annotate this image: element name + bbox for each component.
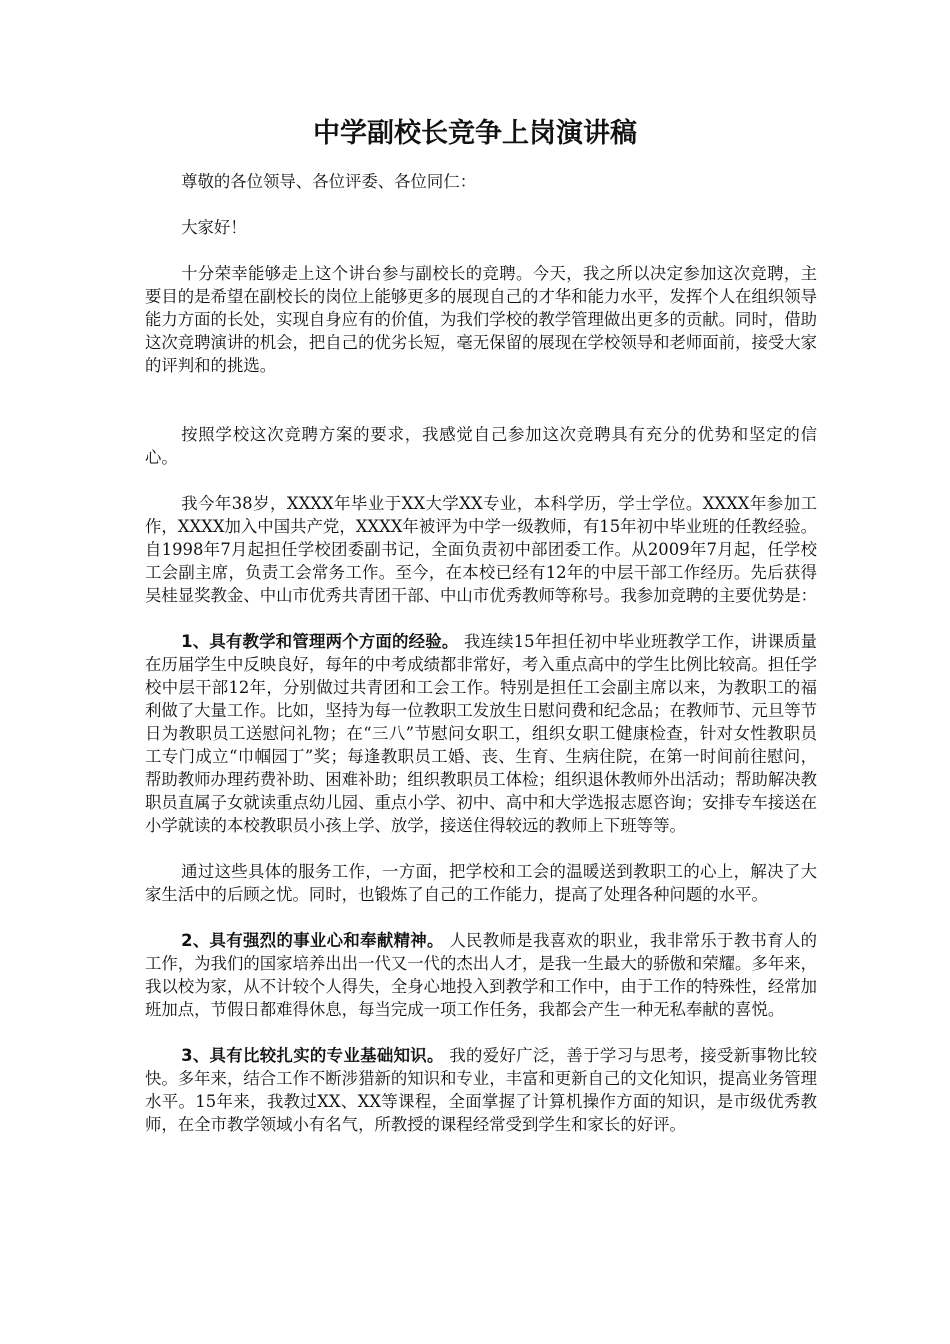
confidence-paragraph: 按照学校这次竞聘方案的要求，我感觉自己参加这次竞聘具有充分的优势和坚定的信心。 <box>145 425 817 467</box>
advantage-text-2: 人民教师是我喜欢的职业，我非常乐于教书育人的工作，为我们的国家培养出出一代又一代的杰出人才，是我一生最大的骄傲和荣耀。多年来，我以校为家，从不计较个人得失，全身心地投入到教学和工作中，由于工作的特殊性，经常加班加点，节假日都难得休息，每当完成一项工作任务，我都会产生一种无私奉献的喜悦。 <box>145 931 818 1019</box>
greeting: 大家好！ <box>181 218 247 237</box>
document-title: 中学副校长竞争上岗演讲稿 <box>313 118 637 149</box>
advantage-point-3 <box>145 1044 817 1136</box>
document-body <box>145 170 817 1136</box>
advantage-heading-1: 1、具有教学和管理两个方面的经验。 <box>181 632 459 651</box>
background-paragraph: 我今年38岁，XXXX年毕业于XX大学XX专业，本科学历，学士学位。XXXX年参加工作，XXXX加入中国共产党，XXXX年被评为中学一级教师，有15年初中毕业班的任教经验。自1998年7月起担任学校团委副书记，全面负责初中部团委工作。从2009年7月起，任学校工会副主席，负责工会常务工作。至今，在本校已经有12年的中层干部工作经历。先后获得吴桂显奖教金、中山市优秀共青团干部、中山市优秀教师等称号。我参加竞聘的主要优势是： <box>145 494 818 605</box>
advantage-heading-2: 2、具有强烈的事业心和奉献精神。 <box>181 931 444 950</box>
advantage-heading-3: 3、具有比较扎实的专业基础知识。 <box>181 1046 444 1065</box>
advantage-text-3: 我的爱好广泛，善于学习与思考，接受新事物比较快。多年来，结合工作不断涉猎新的知识和专业，丰富和更新自己的文化知识，提高业务管理水平。15年来，我教过XX、XX等课程，全面掌握了计算机操作方面的知识，是市级优秀教师，在全市教学领域小有名气，所教授的课程经常受到学生和家长的好评。 <box>145 1046 818 1134</box>
advantage-text-1: 我连续15年担任初中毕业班教学工作，讲课质量在历届学生中反映良好，每年的中考成绩都非常好，考入重点高中的学生比例比较高。担任学校中层干部12年，分别做过共青团和工会工作。特别是担任工会副主席以来，为教职工的福利做了大量工作。比如，坚持为每一位教职工发放生日慰问费和纪念品；在教师节、元旦等节日为教职员工送慰问礼物；在“三八”节慰问女职工，组织女职工健康检查，针对女性教职员工专门成立“巾帼园丁”奖；每逢教职员工婚、丧、生育、生病住院，在第一时间前往慰问，帮助教师办理药费补助、困难补助；组织教职员工体检；组织退休教师外出活动；帮助解决教职员直属子女就读重点幼儿园、重点小学、初中、高中和大学选报志愿咨询；安排专车接送在小学就读的本校教职员小孩上学、放学，接送住得较远的教师上下班等等。 <box>145 632 818 835</box>
service-summary-paragraph: 通过这些具体的服务工作，一方面，把学校和工会的温暖送到教职工的心上，解决了大家生活中的后顾之忧。同时，也锻炼了自己的工作能力，提高了处理各种问题的水平。 <box>145 862 817 904</box>
intro-paragraph: 十分荣幸能够走上这个讲台参与副校长的竞聘。今天，我之所以决定参加这次竞聘，主要目的是希望在副校长的岗位上能够更多的展现自己的才华和能力水平，发挥个人在组织领导能力方面的长处，实现自身应有的价值，为我们学校的教学管理做出更多的贡献。同时，借助这次竞聘演讲的机会，把自己的优劣长短，毫无保留的展现在学校领导和老师面前，接受大家的评判和的挑选。 <box>145 264 818 375</box>
advantage-point-1 <box>145 630 817 837</box>
salutation: 尊敬的各位领导、各位评委、各位同仁： <box>181 172 477 191</box>
advantage-point-2 <box>145 929 817 1021</box>
